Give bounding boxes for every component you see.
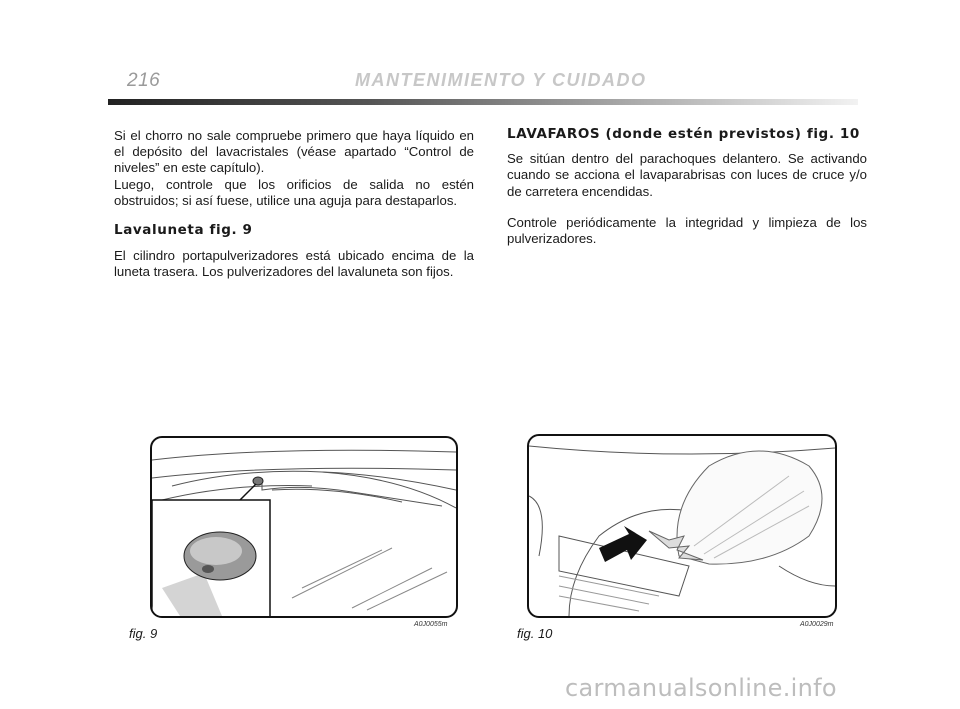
page-title: MANTENIMIENTO Y CUIDADO: [355, 70, 647, 90]
figure-10-code: A0J0029m: [800, 621, 834, 628]
header-rule: [108, 99, 858, 105]
headlight-washer-drawing: [529, 436, 835, 616]
figure-10-illustration: [527, 434, 837, 618]
paragraph: Si el chorro no sale compruebe primero que haya líquido en el depósito del lavacristales (véase apartado “Control de niveles” en este capítulo).: [114, 128, 474, 176]
right-column: [507, 126, 867, 259]
section-heading-lavaluneta: Lavaluneta fig. 9: [114, 222, 253, 239]
page-number: 216: [127, 70, 161, 91]
figure-10-caption: fig. 10: [517, 626, 553, 641]
watermark: carmanualsonline.info: [565, 674, 837, 702]
section-heading-lavafaros: LAVAFAROS (donde estén previstos) fig. 10: [507, 126, 860, 142]
left-column: [114, 128, 474, 293]
paragraph: El cilindro portapulverizadores está ubicado encima de la luneta trasera. Los pulverizadores del lavaluneta son fijos.: [114, 248, 474, 280]
paragraph: Controle periódicamente la integridad y limpieza de los pulverizadores.: [507, 214, 867, 247]
paragraph: Se sitúan dentro del parachoques delantero. Se activando cuando se acciona el lavaparabrisas con luces de cruce y/o de carretera encendidas.: [507, 151, 867, 199]
figure-9-illustration: [150, 436, 458, 618]
figure-9-code: A0J0055m: [414, 621, 448, 628]
rear-window-washer-drawing: [152, 438, 456, 616]
figure-9-caption: fig. 9: [129, 626, 158, 641]
paragraph: Luego, controle que los orificios de salida no estén obstruidos; si así fuese, utilice una aguja para destaparlos.: [114, 176, 474, 208]
